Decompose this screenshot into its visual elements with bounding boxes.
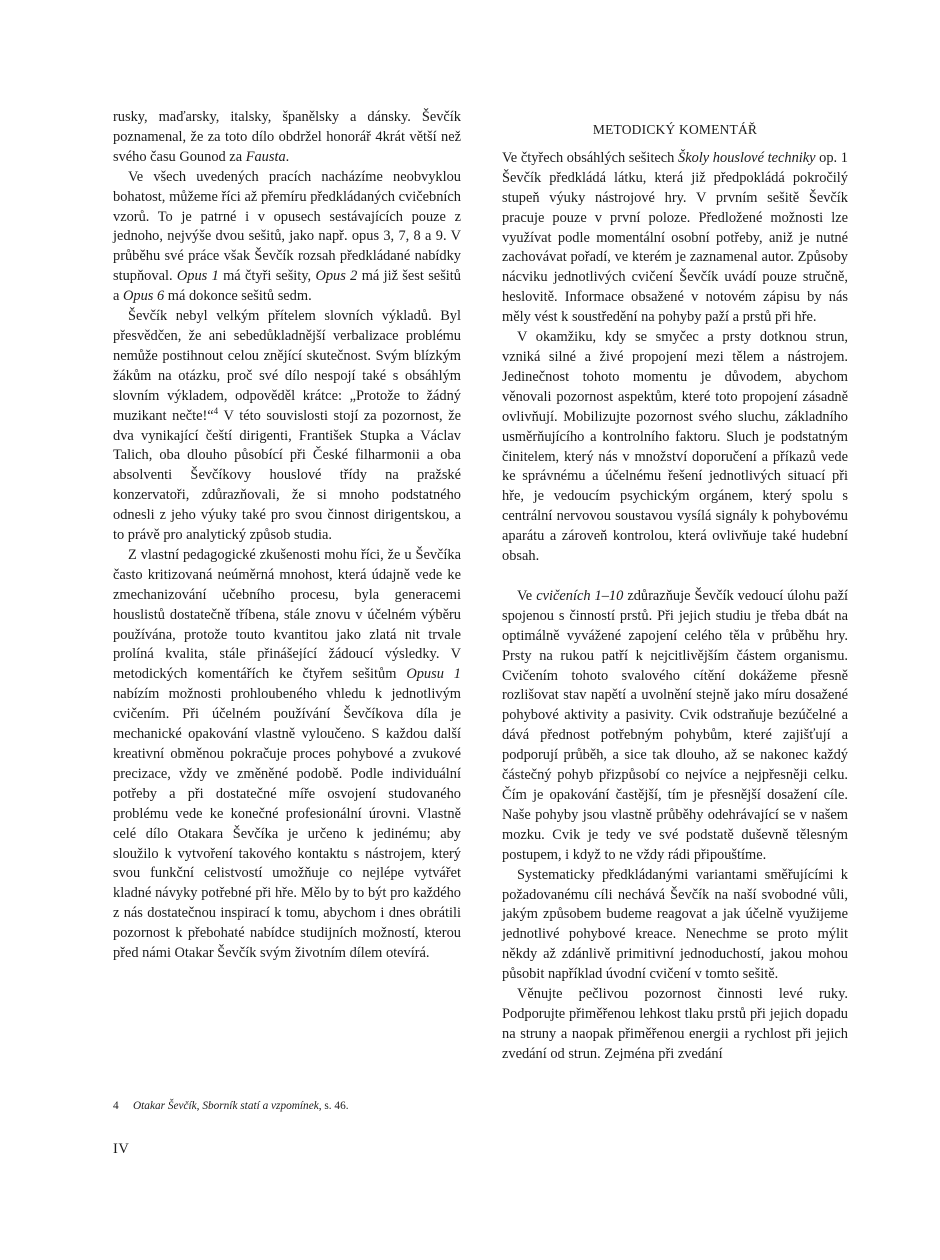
paragraph: Ve cvičeních 1–10 zdůrazňuje Ševčík vedoucí úlohu paží spojenou s činností prstů. Při jejich studiu je třeba dbát na optimálně vyvážené zapojení celého těla v průběhu hry. Prsty na rukou patří k nejcitlivějším částem organismu. Cvičením tohoto svalového cítění dokážeme přesně rozlišovat stav napětí a uvolnění stejně jako míru dosažené pohybové aktivity a pasivity. Cvik odstraňuje bezúčelné a dává přednost potřebným pohybům, které zajišťují a podporují průběh, a sice tak dlouho, až se nakonec každý částečný pohyb přizpůsobí co nejvíce a nejpřesněji celku. Čím je opakování častější, tím je přesnější dosažení cíle. Naše pohyby jsou vlastně průběhy odehrávající se v našem mozku. Cvik je tedy ve své podstatě duševně tělesným postupem, i když to ne vždy rádi připouštíme.	[502, 587, 848, 863]
paragraph: Systematicky předkládanými variantami směřujícími k požadovanému cíli nechává Ševčík na naší svobodné vůli, jakým způsobem budeme reagovat a jak účelně využijeme jednotlivé pohybové kreace. Nenechme se proto mýlit někdy až zdánlivě primitivní jednoduchostí, jakou mohou působit například úvodní cvičení v tomto sešitě.	[502, 866, 848, 983]
footnote-title: Otakar Ševčík, Sborník statí a vzpomínek	[133, 1100, 319, 1112]
left-column	[113, 108, 461, 964]
footnote	[113, 1099, 461, 1114]
paragraph: Ve všech uvedených pracích nacházíme neobvyklou bohatost, můžeme říci až přemíru předkládaných cvičebních vzorů. To je patrné i v opusech sestávajících pouze z jednoho, nejvýše dvou sešitů, jako např. opus 3, 7, 8 a 9. V průběhu své práce však Ševčík rozsah předkládané nabídky stupňoval. Opus 1 má čtyři sešity, Opus 2 má již šest sešitů a Opus 6 má dokonce sešitů sedm.	[113, 168, 461, 305]
footnote-reference: 4	[213, 405, 219, 416]
paragraph: Ševčík nebyl velkým přítelem slovních výkladů. Byl přesvědčen, že ani sebedůkladnější verbalizace problému nemůže postihnout celou znějící skutečnost. Svým blízkým žákům na otázku, proč své dílo nespojí také s obsáhlým slovním výkladem, odpověděl krátce: „Protože to žádný muzikant nečte!“$^4$ V této souvislosti stojí za pozornost, že dva vynikající čeští dirigenti, František Stupka a Václav Talich, oba dlouho působící při České filharmonii a oba absolventi Ševčíkovy houslové třídy na pražské konzervatoři, zdůrazňovali, že si mnoho podstatného odnesli z jeho výuky také pro svou činnost dirigentskou, a to právě pro analytický způsob studia.	[113, 308, 461, 544]
footnote-number: 4	[113, 1100, 119, 1112]
page-number: IV	[113, 1141, 130, 1157]
paragraph: V okamžiku, kdy se smyčec a prsty dotknou strun, vzniká silné a živé propojení mezi tělem a nástrojem. Jedinečnost tohoto momentu je důvodem, abychom věnovali pozornost aspektům, které toto propojení zásadně ovlivňují. Mobilizujte pozornost svého sluchu, základního usměrňujícího a kontrolního faktoru. Sluch je podstatným činitelem, který nás v množství doporučení a příkazů vede ke správnému a účelnému řešení jednotlivých situací při hře, je vedoucím psychickým orgánem, který spolu s centrální nervovou soustavou vysílá signály k pohybovému aparátu a zároveň kontrolou, která ovlivňuje také hudební obsah.	[502, 329, 848, 565]
right-column	[502, 108, 848, 1065]
footnote-rest: , s. 46.	[318, 1100, 349, 1112]
paragraph: Ve čtyřech obsáhlých sešitech Školy houslové techniky op. 1 Ševčík předkládá látku, která již předpokládá pokročilý stupeň výuky nástrojové hry. V prvním sešitě Ševčík pracuje pouze v první poloze. Předložené možnosti lze využívat podle momentální osobní potřeby, aniž je nutné zachovávat pořadí, ve kterém je zaznamenal autor. Způsoby nácviku jednotlivých cvičení Ševčík uvádí pouze stručně, heslovitě. Informace obsažené v notovém zápisu by nás měly vést k soustředění na pohyby paží a prstů při hře.	[502, 149, 848, 326]
paragraph: Z vlastní pedagogické zkušenosti mohu říci, že u Ševčíka často kritizovaná neúměrná mnohost, která údajně vede ke zmechanizování učebního procesu, byla generacemi houslistů dostatečně tříbena, stále znovu v účelném výběru používána, protože touto kvantitou jako zlatá nit trvale prolíná kvalita, stále přinášející žádoucí výsledky. V metodických komentářích ke čtyřem sešitům Opusu 1 nabízím možnosti prohloubeného vhledu k jednotlivým cvičením. Při účelném používání Ševčíkova díla je mechanické opakování vlastně vyloučeno. S každou další kreativní obměnou pokračuje proces pohybové a zvukové precizace, vždy ve změněné podobě. Podle individuální potřeby a při dostatečné míře osvojení studovaného problému vede ke konečné profesionální úrovni. Vlastně celé dílo Otakara Ševčíka je určeno k jedinému; aby sloužilo k vytvoření takového kontaktu s nástrojem, který svou funkční celistvostí umožňuje co nejlépe vytvářet kladné návyky potřebné při hře. Mělo by to být pro každého z nás dostatečnou inspirací k tomu, abychom i dnes obrátili pozornost k přebohaté nabídce studijních možností, kterou před námi Otakar Ševčík svým životním dílem otevírá.	[113, 546, 461, 962]
paragraph: rusky, maďarsky, italsky, španělsky a dánsky. Ševčík poznamenal, že za toto dílo obdržel honorář 4krát větší než svého času Gounod za Fausta.	[113, 109, 461, 165]
section-title: METODICKÝ KOMENTÁŘ	[592, 122, 758, 137]
paragraph: Věnujte pečlivou pozornost činnosti levé ruky. Podporujte přiměřenou lehkost tlaku prstů při jejich dopadu na struny a naopak přiměřenou energii a rychlost při jejich zvedání od strun. Zejména při zvedání	[502, 986, 848, 1062]
